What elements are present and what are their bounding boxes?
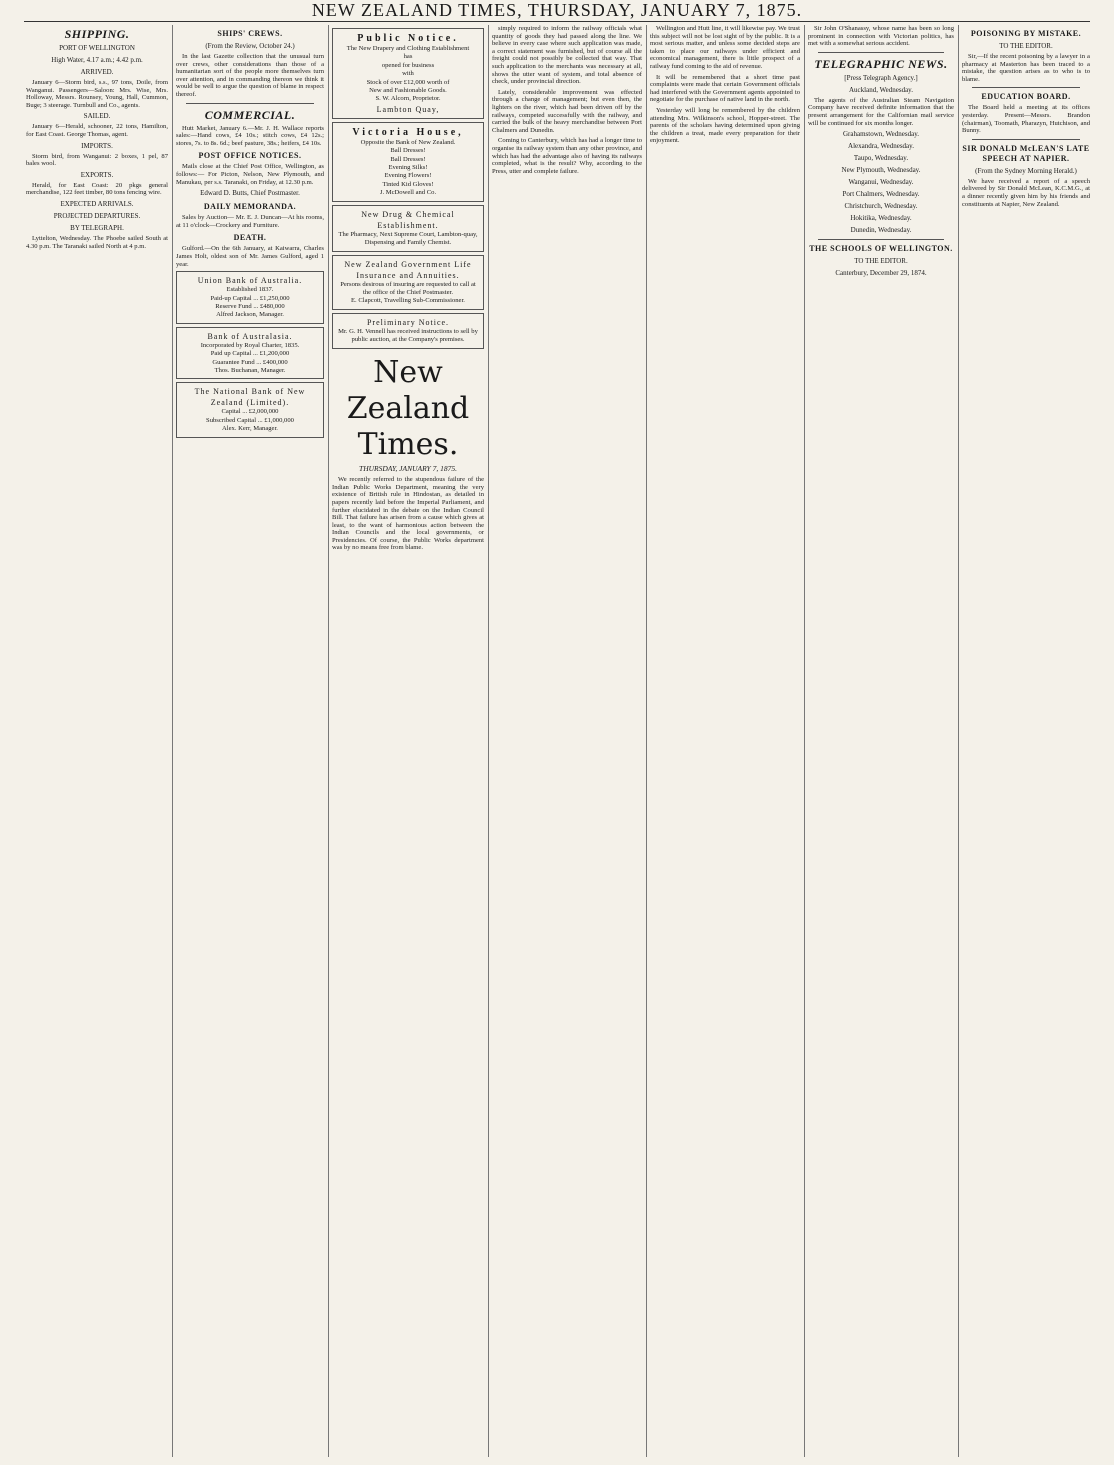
advert-drug-establishment bbox=[332, 205, 484, 252]
bank-name: Union Bank of Australia. bbox=[197, 276, 303, 286]
place-heading: Wanganui, Wednesday. bbox=[848, 178, 914, 187]
notice-signature: S. W. Alcorn, Proprietor. bbox=[375, 95, 441, 103]
separator bbox=[186, 103, 314, 104]
place-heading: New Plymouth, Wednesday. bbox=[841, 166, 921, 175]
section-title-commercial: COMMERCIAL. bbox=[204, 107, 296, 122]
masthead: NEW ZEALAND TIMES, THURSDAY, JANUARY 7, 1875. bbox=[311, 0, 803, 20]
projected-heading: PROJECTED DEPARTURES. bbox=[53, 211, 141, 220]
notice-line: has bbox=[403, 53, 413, 61]
bank-subscribed: Subscribed Capital ... £1,000,000 bbox=[206, 416, 294, 424]
victoria-sub: Opposite the Bank of New Zealand. bbox=[360, 138, 456, 146]
separator bbox=[972, 87, 1080, 88]
bank-manager: Alex. Kerr, Manager. bbox=[222, 425, 278, 433]
prelim-heading: Preliminary Notice. bbox=[366, 317, 450, 327]
paragraph: The Board held a meeting at its offices yesterday. Present—Messrs. Brandon (chairman), Toomath, Pharazyn, Hutchison, and Bunny. bbox=[962, 104, 1090, 135]
paragraph: Sir,—If the recent poisoning by a lawyer in a pharmacy at Masterton has been traced to a mistake, the question arises as to who is to blame. bbox=[962, 53, 1090, 83]
column-editorial-railways bbox=[492, 25, 642, 1459]
post-office-heading: POST OFFICE NOTICES. bbox=[198, 151, 302, 161]
paragraph: The agents of the Australian Steam Navigation Company have received definite information that the present arrangement for the Californian mail service will be continued for six months longer. bbox=[808, 96, 954, 127]
nameplate: New Zealand Times. bbox=[346, 354, 470, 462]
bank-guarantee: Guarantee Fund ... £400,000 bbox=[212, 358, 288, 366]
daily-memoranda-heading: DAILY MEMORANDA. bbox=[203, 202, 297, 212]
bank-capital: Capital ... £2,000,000 bbox=[221, 408, 279, 416]
paragraph: Wellington and Hutt line, it will likewise pay. We trust this subject will not be lost sight of by the public. It is a most serious matter, and unless some decided steps are taken to place our railways under efficient and economical management, there is little prospect of a railway fund coming to the aid of revenue. bbox=[650, 25, 800, 70]
advert-public-notice bbox=[332, 28, 484, 119]
postmaster-signature: Edward D. Butts, Chief Postmaster. bbox=[200, 189, 300, 198]
bank-manager: Alfred Jackson, Manager. bbox=[216, 311, 284, 319]
advert-bank-australasia bbox=[176, 327, 324, 380]
column-telegraphic bbox=[808, 25, 954, 1459]
schools-sub: TO THE EDITOR. bbox=[854, 257, 908, 266]
column-rule bbox=[958, 25, 959, 1457]
bank-capital: Paid-up Capital ... £1,250,000 bbox=[210, 294, 290, 302]
masthead-rule bbox=[24, 21, 1090, 22]
bank-name: The National Bank of New Zealand (Limited). bbox=[194, 387, 306, 408]
section-title-telegraphic: TELEGRAPHIC NEWS. bbox=[814, 56, 948, 71]
ships-crews-heading: SHIPS' CREWS. bbox=[217, 29, 283, 38]
arrived-heading: ARRIVED. bbox=[80, 68, 114, 76]
ball-line: Evening Silks! bbox=[388, 164, 428, 172]
port-heading: PORT OF WELLINGTON bbox=[59, 44, 135, 52]
dateline: THURSDAY, JANUARY 7, 1875. bbox=[359, 463, 457, 473]
notice-line: opened for business bbox=[381, 61, 435, 69]
expected-heading: EXPECTED ARRIVALS. bbox=[60, 199, 134, 208]
separator bbox=[818, 239, 944, 240]
notice-line: The New Drapery and Clothing Establishment bbox=[346, 45, 470, 52]
column-shipping bbox=[26, 25, 168, 1459]
post-office-text: Mails close at the Chief Post Office, Wellington, as follows:— For Picton, Nelson, New Plymouth, and Manukau, per s.s. Taranaki, on Friday, at 12.30 p.m. bbox=[176, 163, 324, 186]
poisoning-heading: POISONING BY MISTAKE. bbox=[970, 29, 1082, 38]
column-notices bbox=[176, 25, 324, 1459]
mclean-heading: SIR DONALD McLEAN'S LATE SPEECH AT NAPIER. bbox=[962, 143, 1090, 163]
notice-line: Stock of over £12,000 worth of bbox=[366, 78, 450, 86]
mclean-source: (From the Sydney Morning Herald.) bbox=[975, 166, 1077, 175]
advert-national-bank bbox=[176, 382, 324, 437]
bank-name: Bank of Australasia. bbox=[207, 331, 293, 341]
govt-heading: New Zealand Government Life Insurance and Annuities. bbox=[344, 259, 472, 280]
advert-government-insurance bbox=[332, 255, 484, 310]
notice-line: with bbox=[402, 70, 414, 78]
bank-manager: Thos. Buchanan, Manager. bbox=[214, 366, 286, 374]
bank-established: Incorporated by Royal Charter, 1835. bbox=[200, 341, 300, 349]
column-rule bbox=[328, 25, 329, 1457]
section-title-shipping: SHIPPING. bbox=[64, 27, 130, 41]
advert-union-bank bbox=[176, 271, 324, 324]
place-heading: Hokitika, Wednesday. bbox=[850, 214, 912, 223]
death-notice: Gulford.—On the 6th January, at Kaiwarra, Charles James Holt, oldest son of Mr. James Gulford, aged 1 year. bbox=[176, 245, 324, 268]
death-heading: DEATH. bbox=[233, 233, 267, 243]
place-heading: Grahamstown, Wednesday. bbox=[842, 130, 920, 139]
paragraph: Sir John O'Shanassy, whose name has been so long prominent in connection with Victorian politics, has met with a somewhat serious accident. bbox=[808, 25, 954, 48]
ships-crews-source: (From the Review, October 24.) bbox=[205, 42, 295, 50]
column-adverts-editorial bbox=[332, 25, 484, 1459]
paragraph: It will be remembered that a short time past complaints were made that certain Government officials had interfered with the Government agents appointed to negotiate for the purchase of native land in the north. bbox=[650, 73, 800, 104]
daily-memoranda-text: Sales by Auction— Mr. E. J. Duncan—At his rooms, at 11 o'clock—Crockery and Furniture. bbox=[176, 214, 324, 229]
drug-heading: New Drug & Chemical Establishment. bbox=[361, 209, 455, 230]
exports-text: Herald, for East Coast: 20 pkgs general merchandise, 122 feet timber, 80 tons fencing wire. bbox=[26, 181, 168, 197]
place-heading: Taupo, Wednesday. bbox=[853, 154, 909, 163]
ball-line: Tinted Kid Gloves! bbox=[382, 180, 434, 188]
separator bbox=[818, 52, 944, 53]
place-heading: Port Chalmers, Wednesday. bbox=[842, 190, 920, 199]
ball-line: Ball Dresses! bbox=[390, 155, 426, 163]
ball-signature: J. McDowell and Co. bbox=[379, 189, 437, 197]
paragraph: Yesterday will long be remembered by the children attending Mrs. Wilkinson's school, Hopper-street. The parents of the scholars having determined upon giving the children a treat, made every preparation for their enjoyment. bbox=[650, 106, 800, 145]
drug-sub: The Pharmacy, Next Supreme Court, Lambton-quay, bbox=[338, 230, 478, 238]
bank-reserve: Reserve Fund ... £480,000 bbox=[215, 302, 285, 310]
notice-line: New and Fashionable Goods. bbox=[369, 87, 447, 95]
paragraph: Coming to Canterbury, which has had a longer time to organise its railway system than any other province, and which has had the advantage also of having its railways completed, what is the result? Why, according to the Press, utter and complete failure. bbox=[492, 137, 642, 175]
advert-preliminary-notice bbox=[332, 313, 484, 349]
imports-heading: IMPORTS. bbox=[81, 141, 113, 150]
tide-line: High Water, 4.17 a.m.; 4.42 p.m. bbox=[51, 56, 143, 64]
column-rule bbox=[804, 25, 805, 1457]
place-heading: Dunedin, Wednesday. bbox=[850, 226, 912, 235]
schools-heading: THE SCHOOLS OF WELLINGTON. bbox=[809, 244, 953, 254]
prelim-text: Mr. G. H. Vennell has received instructions to sell by public auction, at the Company's premises. bbox=[338, 327, 478, 344]
schools-signature: Canterbury, December 29, 1874. bbox=[835, 269, 927, 278]
ball-line: Ball Dresses! bbox=[390, 147, 426, 155]
arrived-text: January 6—Storm bird, s.s., 97 tons, Doile, from Wanganui. Passengers—Saloon: Mrs. Wise, Mrs. Holloway, Messrs. Rounsey, Young, Hall, Cummon, Buge; 3 steerage. Turnbull and Co., agents. bbox=[26, 79, 168, 109]
paragraph: Lately, considerable improvement was effected through a change of management; but even then, the lighters on the river, which had been driven off by the railways, competed successfully with the railway, and carried the bulk of the heavy merchandise between Port Chalmers and Dunedin. bbox=[492, 88, 642, 134]
editorial-text: We recently referred to the stupendous failure of the Indian Public Works Department, meaning the very existence of British rule in Hindostan, as detailed in papers recently laid before the Imperial Parliament, and further elucidated in the debate on the Indian Council Bill. That failure has arisen from a cause which gives at least, to the want of harmonious action between the Indian Councils and the local governments, or Presidencies. Of course, the Public Works department was by no means free from blame. bbox=[332, 476, 484, 552]
exports-heading: EXPORTS. bbox=[80, 170, 114, 179]
agency-line: [Press Telegraph Agency.] bbox=[844, 73, 918, 82]
column-rule bbox=[488, 25, 489, 1457]
drug-signature: Dispensing and Family Chemist. bbox=[364, 239, 452, 247]
bank-established: Established 1837. bbox=[226, 286, 274, 294]
column-letters bbox=[962, 25, 1090, 1459]
telegraph-text: Lyttelton, Wednesday. The Phoebe sailed South at 4.30 p.m. The Taranaki sailed North at 4 p.m. bbox=[26, 234, 168, 250]
column-rule bbox=[646, 25, 647, 1457]
advert-victoria-house bbox=[332, 122, 484, 202]
education-heading: EDUCATION BOARD. bbox=[981, 92, 1071, 102]
place-heading: Christchurch, Wednesday. bbox=[844, 202, 918, 211]
lambton-quay-heading: Lambton Quay, bbox=[376, 104, 440, 114]
telegraph-heading: BY TELEGRAPH. bbox=[70, 223, 124, 232]
govt-text: Persons desirous of insuring are requested to call at the office of the Chief Postmaster. bbox=[340, 280, 476, 296]
ball-line: Evening Flowers! bbox=[384, 172, 432, 180]
separator bbox=[972, 139, 1080, 140]
bank-capital: Paid up Capital ... £1,200,000 bbox=[210, 350, 290, 358]
imports-text: Storm bird, from Wanganui: 2 boxes, 1 pel, 87 bales wool. bbox=[26, 152, 168, 168]
column-local-news bbox=[650, 25, 800, 1459]
column-rule bbox=[172, 25, 173, 1457]
sailed-text: January 6—Herald, schooner, 22 tons, Hamilton, for East Coast. George Thomas, agent. bbox=[26, 123, 168, 138]
place-heading: Alexandra, Wednesday. bbox=[848, 142, 914, 151]
paragraph: We have received a report of a speech delivered by Sir Donald McLean, K.C.M.G., at a dinner recently given him by his friends and constituents at Napier, New Zealand. bbox=[962, 177, 1090, 208]
sailed-heading: SAILED. bbox=[83, 112, 111, 121]
place-heading: Auckland, Wednesday. bbox=[849, 85, 913, 94]
ships-crews-text: In the last Gazette collection that the unusual turn over crews, other considerations than those of a humanitarian sort of the people more themselves turn over attention, and in commanding thereon we think it would be well to argue the question of blame in respect thereof. bbox=[176, 53, 324, 98]
poisoning-sub: TO THE EDITOR. bbox=[999, 42, 1053, 50]
victoria-heading: Victoria House, bbox=[352, 126, 464, 138]
notice-heading: Public Notice. bbox=[357, 33, 459, 44]
commercial-text: Hutt Market, January 6.—Mr. J. H. Wallace reports sales:—Hand cows, £4 10s.; stitch cows, £4 12s.; stores, 7s. to 8s. 6d.; beef pasture, 38s.; heifers, £4 10s. bbox=[176, 124, 324, 147]
paragraph: simply required to inform the railway officials what quantity of goods they had passed along the line. We believe in every case where such application was made, a correct statement was furnished, but of course all the freight could not possibly be collected that way. That such application to the merchants was necessary at all, shows the utter want of system, and total absence of check, under provincial direction. bbox=[492, 25, 642, 86]
govt-signature: E. Clapcott, Travelling Sub-Commissioner. bbox=[351, 297, 465, 305]
